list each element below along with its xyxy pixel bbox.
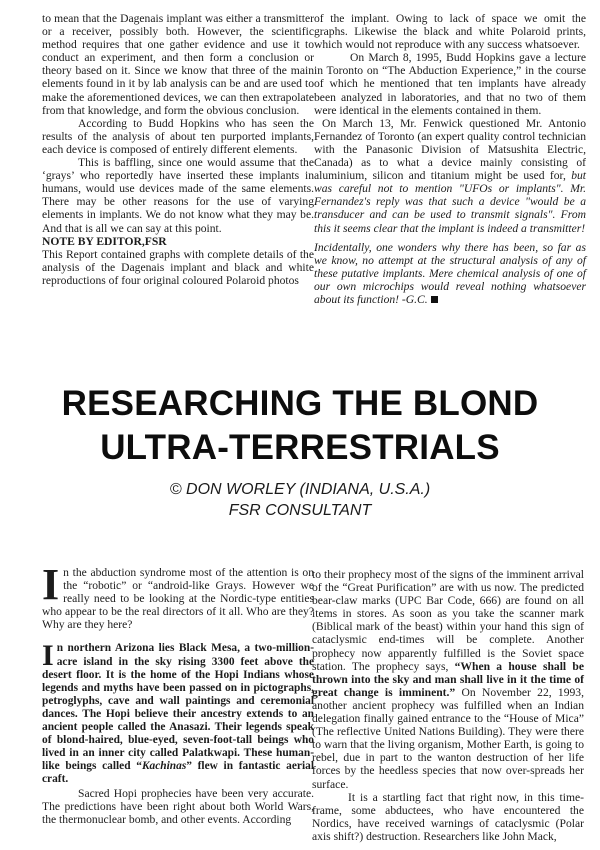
paragraph: According to Budd Hopkins who has seen the results of the analysis of about ten purported implants, each device is composed of entirely different elements. <box>42 116 314 156</box>
paragraph-text: to their prophecy most of the signs of the imminent arrival of the “Great Purification” are with us now. The predicted bear-claw marks (UPC Bar Code, 666) are found on all items in stores. As soon as you take the scanner mark (Biblical mark of the beast) within your hand this sign of cataclysmic end-times will be complete. Another prophecy now apparently fulfilled is the Soviet space station. The prophecy says, <box>312 568 584 673</box>
end-of-article-mark-icon <box>431 296 438 303</box>
paragraph: Sacred Hopi prophecies have been very accurate. The predictions have been right about both World Wars, the thermonuclear bomb, and other events. According <box>42 786 314 826</box>
article-title-line-2: ULTRA-TERRESTRIALS <box>100 428 500 467</box>
paragraph <box>312 568 584 791</box>
paragraph <box>314 117 586 235</box>
editor-note-heading: NOTE BY EDITOR,FSR <box>42 234 167 248</box>
bold-text: ” flew in fantastic aerial craft. <box>42 760 315 786</box>
author-line: © DON WORLEY (INDIANA, U.S.A.) <box>169 481 431 498</box>
closing-note <box>314 241 586 306</box>
paragraph-text: On November 22, 1993, another ancient prophecy was fulfilled when an Indian delegation finally gained entrance to the “House of Mica” (The reflective United Nations Building). They were there to warn that the living organism, Mother Earth, is going to rebel, due in part to the wanton destruction of her life forces by the heedless species that now over-spreads her surface. <box>312 685 585 791</box>
author-role: FSR CONSULTANT <box>228 502 372 519</box>
prophecy-quote: “When a house shall be thrown into the sky and man shall live in it the time of great change is imminent.” <box>312 659 584 699</box>
article-title <box>0 382 600 470</box>
editor-note-text: This Report contained graphs with complete details of the analysis of the Dagenais implant and black and white reproductions of four original coloured Polaroid photos <box>42 247 314 287</box>
paragraph: This is baffling, since one would assume that the ‘grays’ who reportedly have inserted these implants in humans, would use devices made of the same elements. There may be other reasons for the use of varying elements in implants. We do not know what they may be. And that is all we can say at this point. <box>42 156 314 235</box>
bold-paragraph <box>42 639 315 786</box>
closing-note-text: Incidentally, one wonders why there has been, so far as we know, no attempt at the structural analysis of any of these putative implants. Mere chemical analysis of one of our own microchips would reveal nothing whatsoever about its function! -G.C. <box>314 240 586 306</box>
drop-cap: I <box>42 560 60 609</box>
byline <box>0 479 600 521</box>
prev-article-left-column <box>42 12 314 287</box>
paragraph: It is a startling fact that right now, in this time-frame, some abductees, who have encountered the Nordics, have received warnings of cataclysmic (Polar axis shift?) destruction. Researchers like John Mack, <box>312 790 584 843</box>
paragraph-text: On March 13, Mr. Fenwick questioned Mr. Antonio Fernandez of Toronto (an expert quality control technician with the Panasonic Division of Matsushita Electric, Canada) as to what a device mainly consisting of aluminium, silicon and titanium might be used for, <box>314 116 586 183</box>
paragraph-italic-text: but was careful not to mention "UFOs or implants". Mr. Fernandez's reply was that such a device "would be a transducer and can be used to transmit signals". From this it seems clear that the implant is indeed a transmitter! <box>314 169 587 235</box>
article-right-column <box>312 568 584 843</box>
drop-cap: I <box>42 639 54 673</box>
paragraph: of the implant. Owing to lack of space we omit the graphs. Likewise the black and white Polaroid prints, which would not reproduce with any success whatsoever. <box>314 12 586 52</box>
paragraph: On March 8, 1995, Budd Hopkins gave a lecture in Toronto on “The Abduction Experience,” in the course of which he mentioned that ten implants have already been analyzed in laboratories, and that no two of them were identical in the elements contained in them. <box>314 51 586 117</box>
article-title-line-1: RESEARCHING THE BLOND <box>61 384 539 423</box>
article-left-column <box>42 560 315 826</box>
prev-article-right-column <box>314 12 586 306</box>
intro-paragraph <box>42 560 314 632</box>
paragraph: to mean that the Dagenais implant was either a transmitter or a receiver, possibly both. However, the scientific method requires that one gather evidence and use it to conduct an experiment, and then form a conclusion or theory based on it. Since we know that three of the main elements found in it by lab analysis can be and are used to make the aforementioned devices, we can then extrapolate from that knowledge, and form the obvious conclusion. <box>42 12 314 117</box>
bold-text: n northern Arizona lies Black Mesa, a two-million-acre island in the sky rising 3300 feet above the desert floor. It is the home of the Hopi Indians whose legends and myths have been passed on in pictographs, petroglyphs, cave and wall paintings and ceremonial dances. The Hopi believe their ancestry extends to an ancient people called the Anasazi. Their legends speak of blond-haired, blue-eyed, seven-foot-tall beings who lived in an inner city called Palatkwapi. These human-like beings called “ <box>42 642 314 773</box>
bold-italic-text: Kachinas <box>141 760 187 773</box>
intro-text: n the abduction syndrome most of the attention is on the “robotic” or “android-like Grays. However we really need to be looking at the Nordic-type entities who appear to be the real directors of it all. Who are they? Why are they here? <box>42 566 314 632</box>
